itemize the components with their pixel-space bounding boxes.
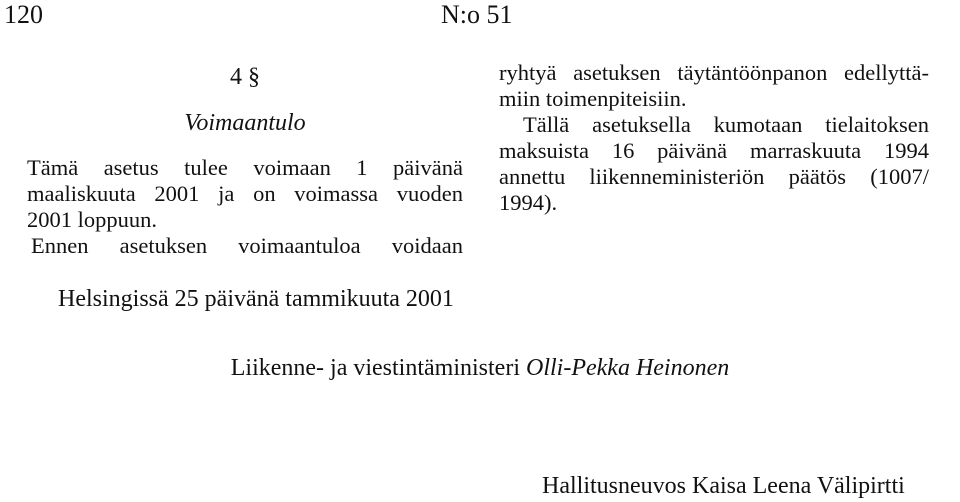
text-line: maaliskuuta 2001 ja on voimassa vuoden (27, 181, 463, 206)
page-number: 120 (4, 0, 43, 29)
issue-number: N:o 51 (441, 0, 513, 29)
official-signature: Hallitusneuvos Kaisa Leena Välipirtti (542, 473, 905, 499)
text-line: 2001 loppuun. (27, 207, 158, 232)
text-line: Ennen asetuksen voimaantuloa voidaan (31, 233, 463, 258)
text-line: annettu liikenneministeriön päätös (1007/ (499, 164, 929, 189)
text-line: Tällä asetuksella kumotaan tielaitoksen (523, 112, 929, 137)
section-heading: Voimaantulo (184, 110, 306, 136)
right-column-text (499, 60, 929, 216)
text-line: ryhtyä asetuksen täytäntöönpanon edellyttä- (499, 60, 929, 85)
text-line: miin toimenpiteisiin. (499, 86, 687, 111)
text-line: maksuista 16 päivänä marraskuuta 1994 (499, 138, 929, 163)
text-line: Tämä asetus tulee voimaan 1 päivänä (27, 155, 463, 180)
minister-title: Liikenne- ja viestintäministeri (230, 355, 520, 381)
minister-signature (0, 353, 960, 383)
text-line: 1994). (499, 190, 558, 215)
left-column-text (27, 155, 463, 259)
section-number: 4 § (230, 64, 260, 90)
place-date: Helsingissä 25 päivänä tammikuuta 2001 (58, 286, 454, 312)
minister-name: Olli-Pekka Heinonen (526, 355, 730, 381)
